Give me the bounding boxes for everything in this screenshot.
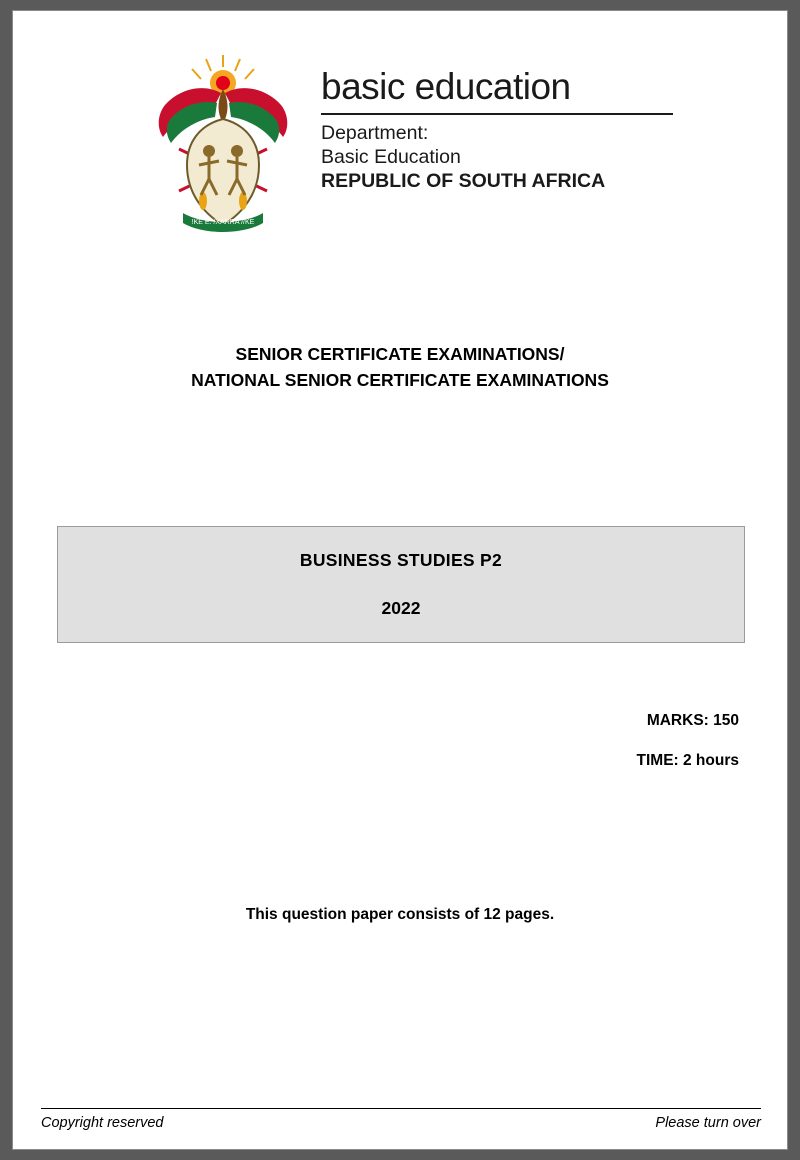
turn-over-note: Please turn over xyxy=(655,1115,761,1131)
subject-name: BUSINESS STUDIES P2 xyxy=(299,550,503,570)
department-label: Department: xyxy=(321,122,429,144)
page-count-note: This question paper consists of 12 pages. xyxy=(245,906,555,923)
exam-title-line-2: NATIONAL SENIOR CERTIFICATE EXAMINATIONS xyxy=(191,370,609,390)
page-footer xyxy=(41,1115,761,1131)
brand-underline xyxy=(321,113,673,115)
document-header xyxy=(143,53,703,243)
exam-year: 2022 xyxy=(381,598,421,618)
marks-time-block xyxy=(637,701,739,781)
subject-box xyxy=(57,526,745,643)
svg-text:!KE E: /XARRA //KE: !KE E: /XARRA //KE xyxy=(191,219,255,226)
copyright-note: Copyright reserved xyxy=(41,1115,164,1131)
exam-title-line-1: SENIOR CERTIFICATE EXAMINATIONS/ xyxy=(235,344,565,364)
marks-value: MARKS: 150 xyxy=(646,712,739,729)
department-wordmark xyxy=(321,65,691,193)
south-africa-coat-of-arms-icon xyxy=(143,53,303,243)
time-value: TIME: 2 hours xyxy=(636,752,739,769)
footer-divider xyxy=(41,1108,761,1109)
country-name: REPUBLIC OF SOUTH AFRICA xyxy=(321,170,606,192)
exam-cover-page xyxy=(12,10,788,1150)
department-name: Basic Education xyxy=(321,146,461,168)
brand-title: basic education xyxy=(321,66,571,107)
exam-title xyxy=(13,341,787,393)
